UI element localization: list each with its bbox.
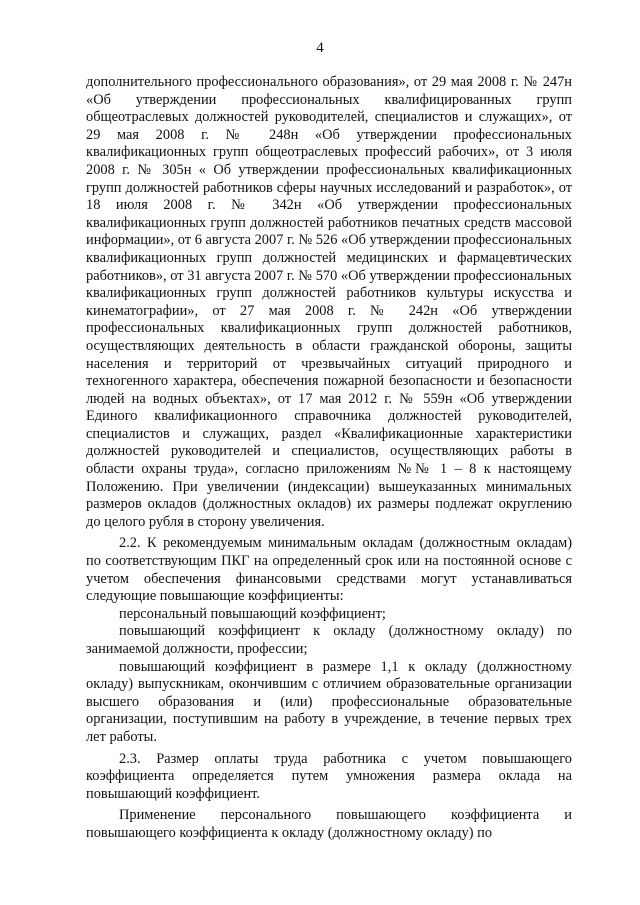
paragraph-2-3: 2.3. Размер оплаты труда работника с учетом повышающего коэффициента определяется путем умножения размера оклада на повышающий коэффициент. [86, 750, 572, 802]
body-text [86, 74, 572, 843]
paragraph-coefficient-position: повышающий коэффициент к окладу (должностному окладу) по занимаемой должности, профессии; [86, 623, 572, 657]
paragraph-application: Применение персонального повышающего коэффициента и повышающего коэффициента к окладу (должностному окладу) по [86, 807, 572, 841]
paragraph-2-2: 2.2. К рекомендуемым минимальным окладам (должностным окладам) по соответствующим ПКГ на определенный срок или на постоянной основе с учетом обеспечения финансовыми средствами могут устанавливаться следующие повышающие коэффициенты: [86, 535, 572, 605]
page-number: 4 [316, 40, 324, 56]
paragraph-coefficient-personal: персональный повышающий коэффициент; [119, 605, 386, 622]
paragraph-continuation: дополнительного профессионального образования», от 29 мая 2008 г. № 247н «Об утверждении профессиональных квалифицированных групп общеотраслевых должностей руководителей, специалистов и служащих», от 29 мая 2008 г. № 248н «Об утверждении профессиональных квалификационных групп общеотраслевых профессий рабочих», от 3 июля 2008 г. № 305н « Об утверждении профессиональных квалификационных групп должностей работников сферы научных исследований и разработок», от 18 июля 2008 г. № 342н «Об утверждении профессиональных квалификационных групп должностей работников печатных средств массовой информации», от 6 августа 2007 г. № 526 «Об утверждении профессиональных квалификационных групп должностей медицинских и фармацевтических работников», от 31 августа 2007 г. № 570 «Об утверждении профессиональных квалификационных групп должностей работников культуры искусства и кинематографии», от 27 мая 2008 г. № 242н «Об утверждении профессиональных квалификационных групп должностей работников, осуществляющих деятельность в области гражданской обороны, защиты населения и территорий от чрезвычайных ситуаций природного и техногенного характера, обеспечения пожарной безопасности и безопасности людей на водных объектах», от 17 мая 2012 г. № 559н «Об утверждении Единого квалификационного справочника должностей руководителей, специалистов и служащих, раздел «Квалификационные характеристики должностей руководителей и специалистов, осуществляющих работы в области охраны труда», согласно приложениям №№ 1 – 8 к настоящему Положению. При увеличении (индексации) вышеуказанных минимальных размеров окладов (должностных окладов) их размеры подлежат округлению до целого рубля в сторону увеличения. [86, 74, 572, 530]
paragraph-coefficient-graduates: повышающий коэффициент в размере 1,1 к окладу (должностному окладу) выпускникам, окончившим с отличием образовательные организации высшего образования и (или) профессиональные образовательные организации, поступившим на работу в учреждение, в течение первых трех лет работы. [86, 658, 572, 745]
